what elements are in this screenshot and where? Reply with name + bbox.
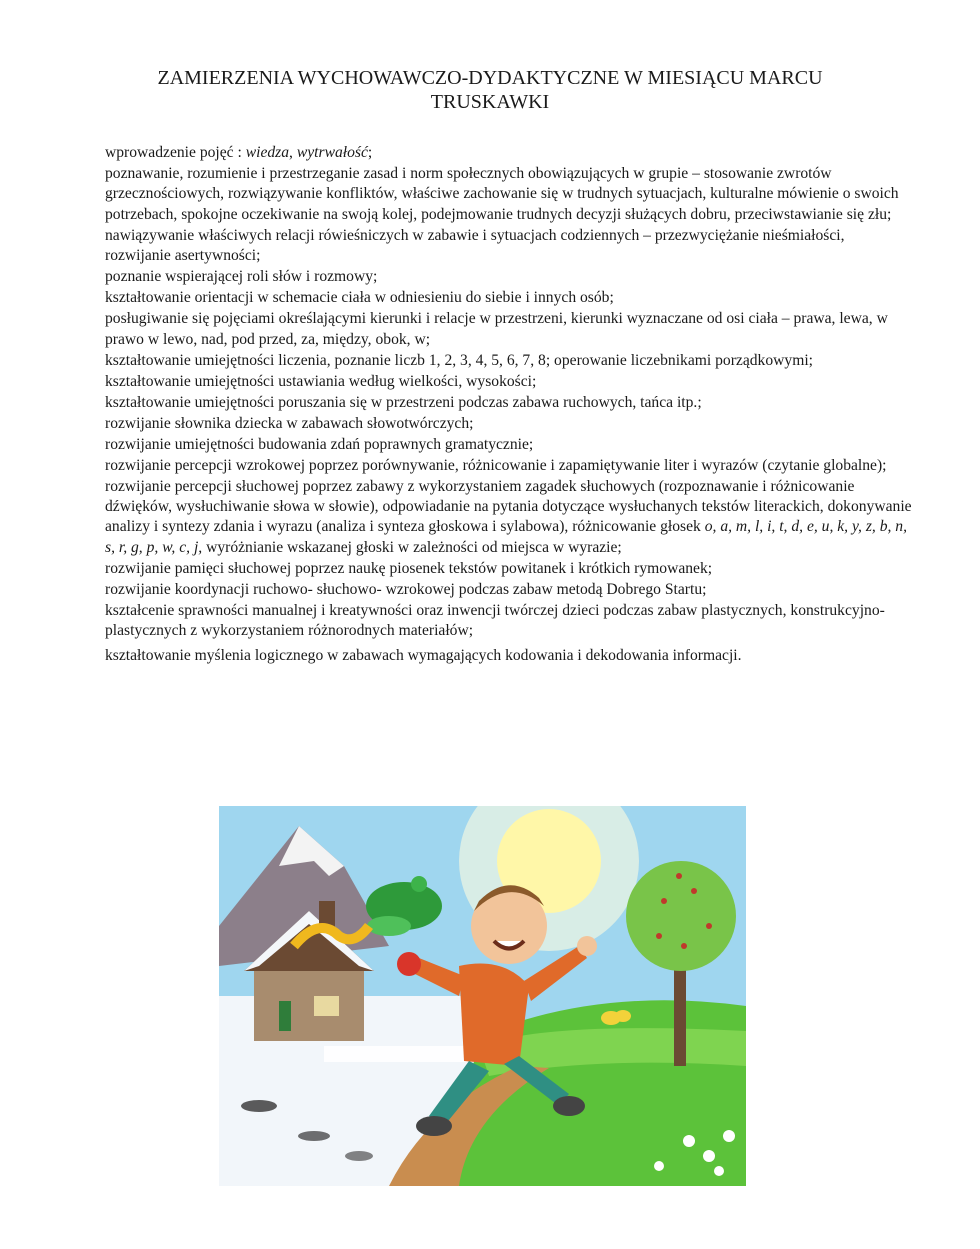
- goal-item: [105, 477, 913, 559]
- goal-term: wiedza: [245, 144, 290, 161]
- goal-letters: o, a, m, l, i, t, d, e, u, k, y, z, b, n, s, r, g, p, w, c, j,: [105, 518, 907, 556]
- goals-list: [105, 143, 913, 667]
- goal-item: kształtowanie umiejętności poruszania się w przestrzeni podczas zabawa ruchowych, tańca itp.;: [105, 393, 702, 411]
- goal-item: kształtowanie orientacji w schemacie ciała w odniesieniu do siebie i innych osób;: [105, 289, 614, 307]
- goal-item: rozwijanie pamięci słuchowej poprzez naukę piosenek tekstów powitanek i krótkich rymowanek;: [105, 559, 713, 577]
- goal-item: kształtowanie umiejętności ustawiania według wielkości, wysokości;: [105, 372, 537, 390]
- goal-term: wytrwałość: [296, 144, 368, 161]
- goal-text: wyróżnianie wskazanej głoski w zależności od miejsca w wyrazie;: [202, 538, 622, 556]
- goal-text: ;: [367, 144, 373, 161]
- goal-item: nawiązywanie właściwych relacji rówieśniczych w zabawie i sytuacjach codziennych – przezwyciężanie nieśmiałości, rozwijanie asertywności;: [105, 226, 845, 265]
- goal-item: [105, 143, 913, 163]
- goal-item: rozwijanie umiejętności budowania zdań poprawnych gramatycznie;: [105, 435, 534, 453]
- goal-item: posługiwanie się pojęciami określającymi kierunki i relacje w przestrzeni, kierunki wyznaczane od osi ciała – prawa, lewa, w prawo w lewo, nad, pod przed, za, między, obok, w;: [105, 310, 888, 348]
- goal-item: rozwijanie słownika dziecka w zabawach słowotwórczych;: [105, 414, 474, 432]
- goal-item: kształcenie sprawności manualnej i kreatywności oraz inwencji twórczej dzieci podczas zabaw plastycznych, konstrukcyjno-plastycznych z wykorzystaniem różnorodnych materiałów;: [105, 601, 885, 640]
- snow-fence: [324, 1046, 474, 1062]
- goal-item: poznawanie, rozumienie i przestrzeganie zasad i norm społecznych obowiązujących w grupie – stosowanie zwrotów grzecznościowych, rozwiązywanie konfliktów, właściwe zachowanie się w trudnych sytuacjach, kulturalne mówienie o swoich potrzebach, spokojne oczekiwanie na swoją kolej, podejmowanie trudnych decyzji służących dobru, przeciwstawianie się złu;: [105, 165, 899, 223]
- title-line-2: TRUSKAWKI: [430, 91, 550, 113]
- title-line-1: ZAMIERZENIA WYCHOWAWCZO-DYDAKTYCZNE W MIESIĄCU MARCU: [157, 67, 823, 89]
- goal-item: kształtowanie myślenia logicznego w zabawach wymagających kodowania i dekodowania informacji.: [105, 646, 742, 664]
- spring-illustration: [219, 806, 746, 1186]
- goal-text: rozwijanie percepcji słuchowej poprzez zabawy z wykorzystaniem zagadek słuchowych (rozpoznawanie i różnicowanie dźwięków, wysłuchiwanie słowa w słowie), odpowiadanie na pytania dotyczące wysłuchanych tekstów literackich, dokonywanie analizy i syntezy zdania i wyrazu (analiza i synteza głoskowa i sylabowa), różnicowanie głosek: [105, 477, 912, 536]
- goal-item: poznanie wspierającej roli słów i rozmowy;: [105, 268, 378, 286]
- goal-item: kształtowanie umiejętności liczenia, poznanie liczb 1, 2, 3, 4, 5, 6, 7, 8; operowanie liczebnikami porządkowymi;: [105, 351, 814, 369]
- page-title: [0, 66, 980, 114]
- goal-text: ,: [289, 144, 297, 161]
- illustration-svg: [219, 806, 746, 1186]
- goal-item: rozwijanie percepcji wzrokowej poprzez porównywanie, różnicowanie i zapamiętywanie liter i wyrazów (czytanie globalne);: [105, 456, 887, 474]
- goal-item: rozwijanie koordynacji ruchowo- słuchowo- wzrokowej podczas zabaw metodą Dobrego Startu;: [105, 580, 707, 598]
- goal-text: wprowadzenie pojęć :: [105, 144, 246, 161]
